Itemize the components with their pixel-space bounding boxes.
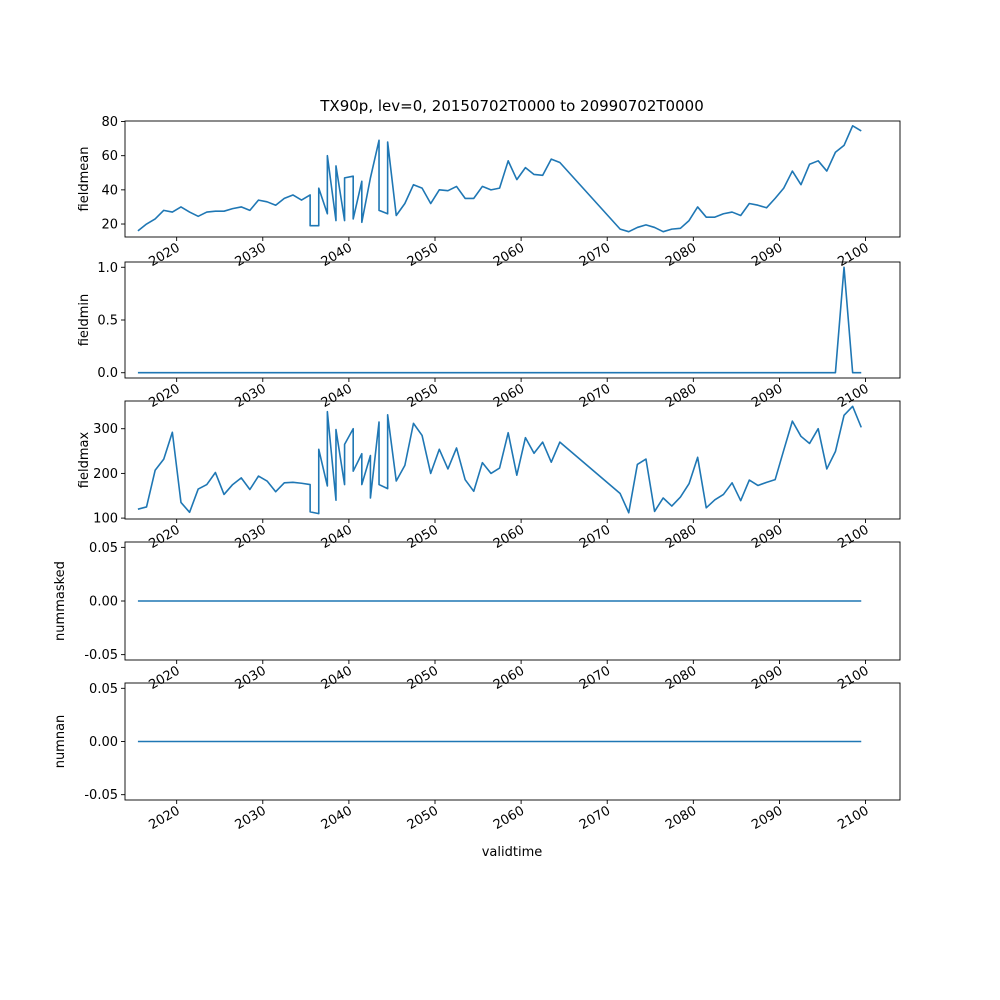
numnan-xtick-label: 2090: [749, 803, 786, 834]
nummasked-xtick-label: 2070: [577, 663, 614, 694]
fieldmin-xtick-label: 2070: [577, 381, 614, 412]
fieldmean-xtick-label: 2100: [835, 240, 872, 271]
fieldmax-xtick-label: 2030: [232, 522, 269, 553]
fieldmin-xtick-label: 2020: [146, 381, 183, 412]
fieldmin-xtick-label: 2030: [232, 381, 269, 412]
nummasked-xtick-label: 2020: [146, 663, 183, 694]
fieldmax-xtick-label: 2070: [577, 522, 614, 553]
fieldmax-xtick-label: 2090: [749, 522, 786, 553]
fieldmin-xtick-label: 2080: [663, 381, 700, 412]
fieldmax-ytick-label: 200: [93, 466, 118, 482]
fieldmean-xtick-label: 2090: [749, 240, 786, 271]
numnan-xtick-label: 2060: [490, 803, 528, 834]
fieldmin-ytick-label: 0.0: [97, 366, 118, 382]
fieldmean-xtick-label: 2020: [146, 240, 183, 271]
numnan-ytick-label: 0.05: [89, 681, 118, 697]
numnan-xtick-label: 2100: [835, 803, 872, 834]
nummasked-xtick-label: 2050: [404, 663, 441, 694]
fieldmean-xtick-label: 2080: [663, 240, 700, 271]
x-axis-label: validtime: [481, 845, 543, 860]
fieldmean-ytick-label: 60: [101, 149, 118, 165]
fieldmin-ytick-label: 1.0: [97, 260, 118, 276]
nummasked-xtick-label: 2030: [232, 663, 269, 694]
numnan-xtick-label: 2050: [404, 803, 441, 834]
fieldmax-xtick-label: 2040: [318, 522, 355, 553]
fieldmin-xtick-label: 2090: [749, 381, 786, 412]
nummasked-ytick-label: 0.00: [89, 594, 118, 610]
fieldmean-ytick-label: 80: [101, 115, 118, 131]
nummasked-xtick-label: 2040: [318, 663, 355, 694]
nummasked-xtick-label: 2060: [490, 663, 528, 694]
fieldmax-xtick-label: 2020: [146, 522, 183, 553]
fieldmean-xtick-label: 2060: [490, 240, 528, 271]
nummasked-xtick-label: 2080: [663, 663, 700, 694]
fieldmean-xtick-label: 2070: [577, 240, 614, 271]
fieldmean-xtick-label: 2040: [318, 240, 355, 271]
fieldmax-ytick-label: 300: [93, 422, 118, 438]
fieldmean-ylabel: fieldmean: [77, 146, 92, 212]
fieldmin-ytick-label: 0.5: [97, 313, 118, 329]
fieldmin-xtick-label: 2040: [318, 381, 355, 412]
fieldmax-xtick-label: 2100: [835, 522, 872, 553]
figure-title: TX90p, lev=0, 20150702T0000 to 20990702T0000: [320, 97, 704, 115]
numnan-xtick-label: 2080: [663, 803, 700, 834]
fieldmean-xtick-label: 2050: [404, 240, 441, 271]
fieldmax-ytick-label: 100: [93, 511, 118, 527]
numnan-xtick-label: 2070: [577, 803, 614, 834]
fieldmean-xtick-label: 2030: [232, 240, 269, 271]
nummasked-ytick-label: 0.05: [89, 540, 118, 556]
fieldmax-xtick-label: 2060: [490, 522, 528, 553]
numnan-ytick-label: -0.05: [84, 788, 118, 804]
numnan-xtick-label: 2020: [146, 803, 183, 834]
fieldmin-ylabel: fieldmin: [77, 293, 92, 347]
fieldmax-ylabel: fieldmax: [77, 431, 92, 489]
numnan-xtick-label: 2030: [232, 803, 269, 834]
fieldmin-xtick-label: 2050: [404, 381, 441, 412]
fieldmax-xtick-label: 2080: [663, 522, 700, 553]
fieldmean-ytick-label: 40: [101, 183, 118, 199]
numnan-xtick-label: 2040: [318, 803, 355, 834]
fieldmin-xtick-label: 2060: [490, 381, 528, 412]
nummasked-ylabel: nummasked: [53, 561, 68, 641]
nummasked-xtick-label: 2090: [749, 663, 786, 694]
fieldmean-ytick-label: 20: [101, 217, 118, 233]
numnan-ytick-label: 0.00: [89, 735, 118, 750]
nummasked-ytick-label: -0.05: [84, 648, 118, 664]
fieldmin-xtick-label: 2100: [835, 381, 872, 412]
numnan-ylabel: numnan: [53, 714, 68, 769]
fieldmax-xtick-label: 2050: [404, 522, 441, 553]
nummasked-xtick-label: 2100: [835, 663, 872, 694]
